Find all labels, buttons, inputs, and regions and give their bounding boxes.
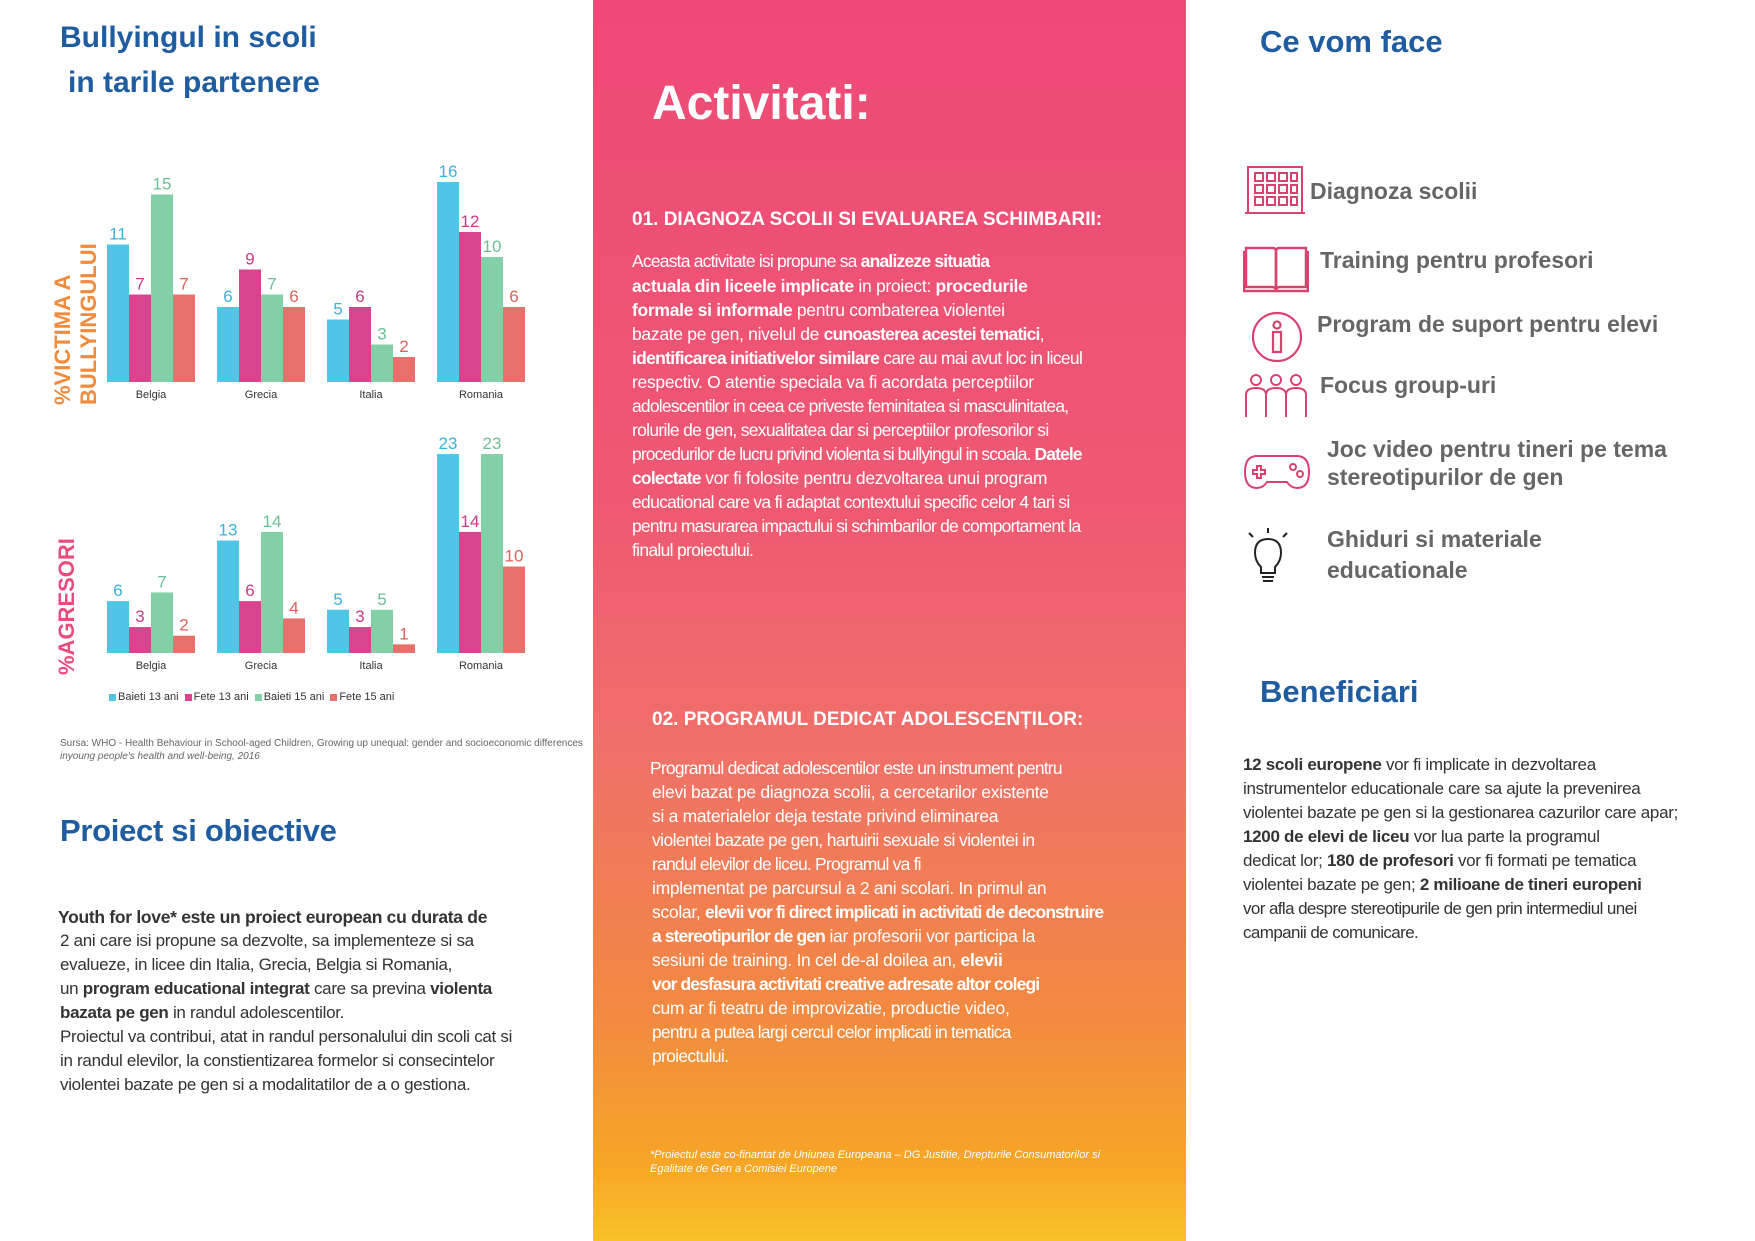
proiect-line-3d: violenta [430, 979, 492, 998]
chart1-ylabel-line2: BULLYINGULUI [76, 243, 101, 405]
chart2-category-label: Belgia [135, 660, 167, 672]
s1-line-5 [632, 346, 1082, 370]
s1-i: cunoasterea acestei tematici [823, 324, 1040, 344]
s1-k: identificarea initiativelor similare [632, 348, 880, 368]
s2-l: elevii [960, 950, 1003, 970]
chart2-bar-belgia-3 [173, 636, 195, 653]
chart1-value-label: 6 [509, 287, 519, 306]
activity-2: Training pentru profesori [1320, 247, 1594, 273]
chart2-value-label: 2 [179, 615, 189, 635]
chart2-value-label: 14 [262, 511, 282, 531]
s1-line-13: finalul proiectului. [632, 540, 754, 560]
chart2-ylabel-text: %AGRESORI [54, 538, 79, 675]
s1-line-1 [632, 249, 1082, 273]
chart2-bar-italia-3 [393, 644, 415, 653]
chart1-value-label: 6 [223, 287, 233, 306]
chart2-bar-romania-2 [481, 454, 503, 653]
chart-victima-svg [100, 165, 550, 410]
legend-item-3: Fete 15 ani [339, 691, 395, 703]
book-icon [1243, 243, 1309, 295]
benef-k: 2 milioane de tineri europeni [1419, 875, 1642, 894]
benef-h: 180 de profesori [1326, 851, 1454, 870]
s1-c: actuala din liceele implicate [632, 276, 854, 296]
s2-line-8 [652, 924, 1103, 948]
chart1-category-label: Grecia [244, 389, 278, 401]
benef-g: dedicat lor; [1243, 851, 1327, 870]
activity-1: Diagnoza scolii [1310, 178, 1478, 204]
chart1-ylabel [50, 243, 102, 405]
s1-b: analizeze situatia [860, 251, 990, 271]
footnote [650, 1148, 1100, 1176]
chart2-value-label: 6 [245, 581, 255, 601]
chart1-value-label: 7 [267, 274, 277, 294]
beneficiari-text [1243, 753, 1678, 945]
ce-vom-face-title: Ce vom face [1260, 24, 1443, 59]
activity-5-line2: stereotipurilor de gen [1327, 464, 1564, 490]
benef-line-6 [1243, 873, 1678, 897]
activity-5 [1327, 435, 1667, 491]
s2-line-13: proiectului. [652, 1046, 729, 1066]
legend-swatch-3 [330, 694, 337, 701]
s1-r: colectate [632, 468, 701, 488]
chart1-bar-romania-1 [459, 232, 481, 382]
s2-line-11: cum ar fi teatru de improvizatie, productie video, [652, 998, 1010, 1018]
benef-e: 1200 de elevi de liceu [1243, 827, 1410, 846]
legend-swatch-0 [109, 694, 116, 701]
chart-victima [100, 165, 550, 410]
benef-line-7: vor afla despre stereotipurile de gen prin intermediul unei [1243, 899, 1637, 918]
source-line1: Sursa: WHO - Health Behaviour in School-aged Children, Growing up unequal: gender and socioeconomic differences [60, 738, 583, 749]
section1-title: 01. DIAGNOZA SCOLII SI EVALUAREA SCHIMBARII: [632, 209, 1103, 230]
proiect-line-0: Youth for love* este un proiect european cu durata de [58, 907, 488, 927]
legend-item-2: Baieti 15 ani [263, 691, 325, 703]
chart1-bar-romania-0 [437, 182, 459, 382]
s1-line-7: adolescentilor in ceea ce priveste feminitatea si masculinitatea, [632, 396, 1069, 416]
benef-line-4 [1243, 825, 1678, 849]
chart1-bar-belgia-1 [129, 295, 151, 383]
chart1-value-label: 10 [482, 237, 502, 256]
source-line2: inyoung people's health and well-being, 2016 [60, 751, 260, 762]
s2-g: scolar, [652, 902, 706, 922]
benef-line-1 [1243, 753, 1678, 777]
s1-line-12: pentru masurarea impactului si schimbarilor de comportament la [632, 516, 1081, 536]
activity-6-line2: educationale [1327, 557, 1468, 583]
beneficiari-title: Beneficiari [1260, 674, 1419, 709]
benef-f: vor lua parte la programul [1409, 827, 1600, 846]
chart2-bar-italia-1 [349, 627, 371, 653]
legend-item-1: Fete 13 ani [193, 691, 249, 703]
chart2-bar-grecia-3 [283, 618, 305, 653]
s1-line-9 [632, 442, 1082, 466]
chart1-bar-grecia-3 [283, 307, 305, 382]
chart2-value-label: 23 [482, 434, 502, 454]
proiect-line-2: evalueze, in licee din Italia, Grecia, Belgia si Romania, [60, 955, 453, 974]
s1-line-3 [632, 298, 1082, 322]
chart2-bar-grecia-1 [239, 601, 261, 653]
s1-q: Datele [1034, 444, 1082, 464]
chart1-category-label: Romania [458, 389, 504, 401]
chart1-value-label: 16 [438, 165, 458, 181]
s1-line-2 [632, 274, 1082, 298]
chart1-category-label: Italia [359, 389, 383, 401]
benef-i: vor fi formati pe tematica [1453, 851, 1637, 870]
s2-line-10 [652, 972, 1103, 996]
chart2-value-label: 1 [399, 624, 409, 644]
legend-swatch-2 [255, 694, 262, 701]
left-title [60, 20, 320, 101]
chart1-value-label: 3 [377, 324, 387, 344]
s1-h: bazate pe gen, nivelul de [632, 324, 824, 344]
chart1-value-label: 11 [109, 224, 127, 244]
proiect-line-5: Proiectul va contribui, atat in randul personalului din scoli cat si [60, 1027, 513, 1046]
legend-item-0: Baieti 13 ani [118, 691, 179, 703]
s2-m: vor desfasura activitati creative adresate altor colegi [652, 974, 1040, 994]
benef-j: violentei bazate pe gen; [1243, 875, 1420, 894]
chart2-value-label: 3 [135, 607, 145, 627]
benef-b: vor fi implicate in dezvoltarea [1381, 755, 1596, 774]
s1-a: Aceasta activitate isi propune sa [632, 251, 861, 271]
s2-line-6: implementat pe parcursul a 2 ani scolari. In primul an [652, 878, 1047, 898]
chart1-bar-belgia-2 [151, 195, 173, 383]
chart2-bar-belgia-0 [107, 601, 129, 653]
s1-s: vor fi folosite pentru dezvoltarea unui program [700, 468, 1048, 488]
chart2-bar-romania-3 [503, 567, 525, 654]
chart1-bar-grecia-2 [261, 295, 283, 383]
chart1-bar-italia-3 [393, 357, 415, 382]
proiect-text [58, 905, 578, 1097]
s1-l: care au mai avut loc in liceul [879, 348, 1083, 368]
chart1-value-label: 2 [399, 337, 409, 356]
activity-3: Program de suport pentru elevi [1317, 311, 1659, 337]
chart2-value-label: 4 [289, 598, 299, 618]
chart1-value-label: 6 [355, 287, 365, 306]
chart1-value-label: 7 [135, 274, 145, 294]
proiect-line-3c: care sa previna [309, 979, 431, 998]
chart1-bar-italia-0 [327, 320, 349, 383]
chart2-bar-romania-1 [459, 532, 481, 653]
building-icon [1245, 165, 1305, 215]
gamepad-icon [1243, 452, 1311, 492]
proiect-line-4 [60, 1001, 578, 1025]
benef-a: 12 scoli europene [1243, 755, 1382, 774]
s2-line-2: elevi bazat pe diagnoza scolii, a cercetarilor existente [652, 782, 1049, 802]
activity-5-line1: Joc video pentru tineri pe tema [1327, 436, 1667, 462]
chart-legend [109, 691, 394, 703]
s1-p: procedurilor de lucru privind violenta si bullyingul in scoala. [632, 444, 1035, 464]
s2-line-3: si a materialelor deja testate privind eliminarea [652, 806, 999, 826]
s1-e: procedurile [935, 276, 1028, 296]
s1-g: pentru combaterea violentei [792, 300, 1005, 320]
chart2-category-label: Italia [359, 660, 383, 672]
legend-swatch-1 [185, 694, 192, 701]
s1-line-6: respectiv. O atentie speciala va fi acordata perceptiilor [632, 372, 1034, 392]
lightbulb-icon [1245, 527, 1291, 585]
s2-i: a stereotipurilor de gen [652, 926, 825, 946]
chart1-bar-belgia-0 [107, 245, 129, 383]
left-title-line1: Bullyingul in scoli [60, 21, 317, 54]
activity-6-line1: Ghiduri si materiale [1327, 526, 1542, 552]
chart2-value-label: 23 [438, 434, 458, 454]
chart2-bar-italia-0 [327, 610, 349, 653]
proiect-line-4b: in randul adolescentilor. [168, 1003, 345, 1022]
chart2-value-label: 6 [113, 581, 123, 601]
proiect-line-3b: program educational integrat [82, 979, 310, 998]
chart1-bar-italia-2 [371, 345, 393, 383]
chart1-category-label: Belgia [135, 389, 167, 401]
footnote-line1: *Proiectul este co-finantat de Uniunea Europeana – DG Justitie, Drepturile Consumatorilor si [650, 1149, 1101, 1161]
section2-text [650, 756, 1103, 1068]
s1-j: , [1039, 324, 1045, 344]
section1-text [632, 249, 1082, 562]
s2-k: sesiuni de training. In cel de-al doilea an, [652, 950, 961, 970]
chart1-bar-romania-3 [503, 307, 525, 382]
s1-line-10 [632, 466, 1082, 490]
chart2-bar-belgia-1 [129, 627, 151, 653]
s1-f: formale si informale [632, 300, 793, 320]
chart1-value-label: 15 [152, 174, 172, 194]
chart1-bar-romania-2 [481, 257, 503, 382]
proiect-line-6: in randul elevilor, la constientizarea formelor si consecintelor [60, 1051, 495, 1070]
benef-line-3: violentei bazate pe gen si la gestionarea cazurilor care apar; [1243, 803, 1679, 822]
chart1-value-label: 7 [179, 274, 189, 294]
proiect-line-3a: un [60, 979, 83, 998]
s1-line-11: educational care va fi adaptat contextului specific celor 4 tari si [632, 492, 1070, 512]
chart1-value-label: 6 [289, 287, 299, 306]
people-group-icon [1243, 373, 1309, 419]
proiect-line-4a: bazata pe gen [60, 1003, 169, 1022]
chart2-bar-belgia-2 [151, 592, 173, 653]
chart2-ylabel [54, 538, 80, 675]
s2-line-12: pentru a putea largi cercul celor implicati in tematica [652, 1022, 1011, 1042]
s1-d: in proiect: [853, 276, 936, 296]
section2-title: 02. PROGRAMUL DEDICAT ADOLESCENȚILOR: [652, 709, 1084, 730]
proiect-line-3 [60, 977, 578, 1001]
chart1-value-label: 5 [333, 299, 343, 319]
chart2-value-label: 14 [460, 511, 480, 531]
chart2-category-label: Grecia [244, 660, 278, 672]
benef-line-5 [1243, 849, 1678, 873]
chart2-bar-grecia-0 [217, 541, 239, 653]
s2-line-4: violentei bazate pe gen, hartuirii sexuale si violentei in [652, 830, 1035, 850]
proiect-line-7: violentei bazate pe gen si a modalitatilor de a o gestiona. [60, 1075, 471, 1094]
benef-line-8: campanii de comunicare. [1243, 923, 1419, 942]
s2-line-7 [652, 900, 1103, 924]
chart-source [60, 737, 583, 763]
s2-line-5: randul elevilor de liceu. Programul va fi [652, 854, 921, 874]
chart2-bar-italia-2 [371, 610, 393, 653]
s2-line-1: Programul dedicat adolescentilor este un instrument pentru [650, 758, 1062, 778]
footnote-line2: Egalitate de Gen a Comisiei Europene [650, 1163, 838, 1175]
chart1-bar-italia-1 [349, 307, 371, 382]
chart2-value-label: 5 [377, 589, 387, 609]
chart2-value-label: 13 [218, 520, 238, 540]
proiect-title: Proiect si obiective [60, 813, 337, 848]
benef-line-2: instrumentelor educationale care sa ajute la prevenirea [1243, 779, 1641, 798]
chart1-bar-grecia-1 [239, 270, 261, 383]
s1-line-8: rolurile de gen, sexualitatea dar si perceptiilor profesorilor si [632, 420, 1049, 440]
s2-line-9 [652, 948, 1103, 972]
chart2-bar-grecia-2 [261, 532, 283, 653]
chart2-bar-romania-0 [437, 454, 459, 653]
chart1-value-label: 12 [460, 212, 480, 231]
chart2-value-label: 3 [355, 607, 365, 627]
chart1-bar-belgia-3 [173, 295, 195, 383]
chart1-value-label: 9 [245, 249, 255, 269]
s2-j: iar profesorii vor participa la [824, 926, 1036, 946]
chart1-bar-grecia-0 [217, 307, 239, 382]
s2-h: elevii vor fi direct implicati in activitati de deconstruire [705, 902, 1104, 922]
info-icon [1251, 311, 1303, 363]
activity-6 [1327, 524, 1542, 586]
activity-4: Focus group-uri [1320, 372, 1497, 398]
chart-agresori [100, 410, 550, 675]
chart-agresori-svg [100, 410, 550, 675]
proiect-line-1: 2 ani care isi propune sa dezvolte, sa implementeze si sa [60, 931, 474, 950]
chart2-category-label: Romania [458, 660, 504, 672]
activities-title: Activitati: [652, 77, 871, 130]
s1-line-4 [632, 322, 1082, 346]
left-title-line2: in tarile partenere [68, 66, 320, 99]
chart2-value-label: 7 [157, 572, 167, 592]
chart1-ylabel-line1: %VICTIMA A [50, 274, 75, 405]
chart2-value-label: 10 [504, 546, 524, 566]
chart2-value-label: 5 [333, 589, 343, 609]
